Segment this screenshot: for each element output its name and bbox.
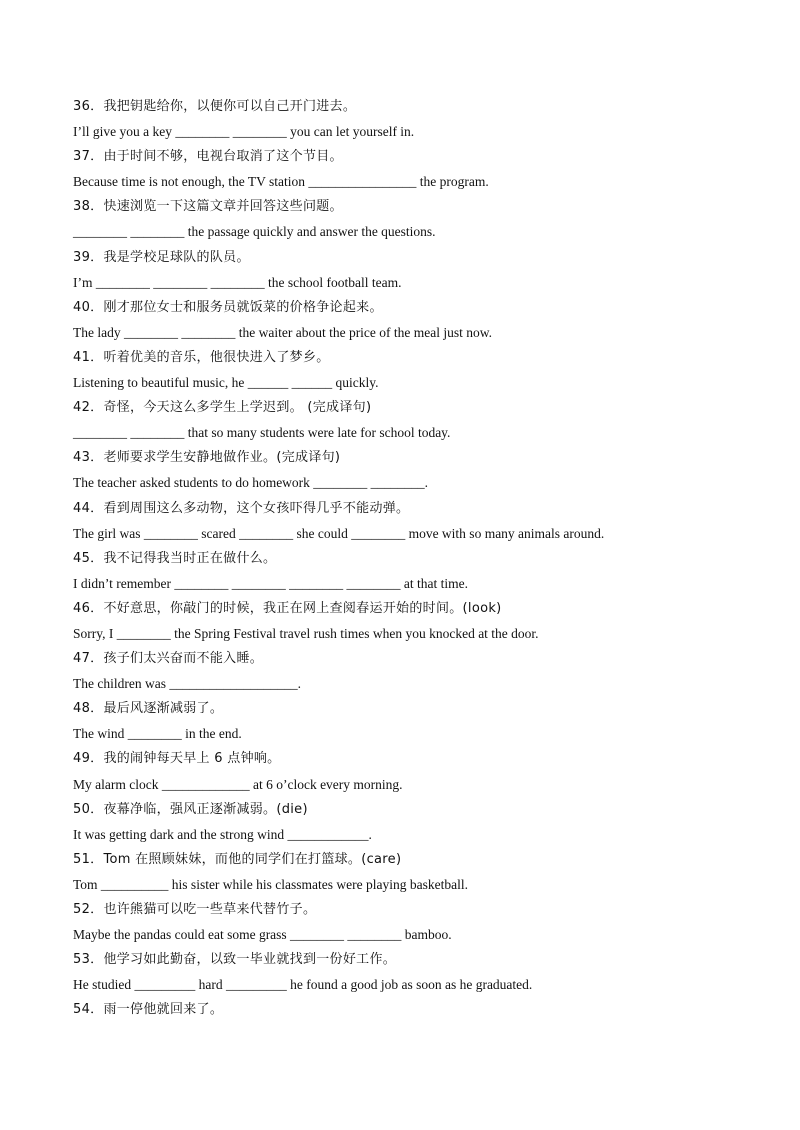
item-47-chinese: 47．孩子们太兴奋而不能入睡。: [73, 651, 264, 667]
item-51-chinese: 51．Tom 在照顾妹妹，而他的同学们在打篮球。(care): [73, 851, 402, 867]
item-42-chinese: 42．奇怪，今天这么多学生上学迟到。 (完成译句): [73, 400, 372, 416]
item-46-chinese: 46．不好意思，你敲门的时候，我正在网上查阅春运开始的时间。(look): [73, 600, 502, 616]
item-37-chinese: 37．由于时间不够，电视台取消了这个节目。: [73, 149, 343, 165]
item-41-chinese: 41．听着优美的音乐，他很快进入了梦乡。: [73, 349, 330, 365]
item-50-chinese: 50．夜幕净临，强风正逐渐减弱。(die): [73, 801, 308, 817]
item-46-english: Sorry, I ________ the Spring Festival travel rush times when you knocked at the door.: [73, 625, 539, 641]
item-49-chinese: 49．我的闹钟每天早上 6 点钟响。: [73, 751, 281, 767]
item-44-english: The girl was ________ scared ________ she could ________ move with so many animals around.: [73, 525, 605, 541]
item-42-english: ________ ________ that so many students were late for school today.: [73, 425, 451, 441]
item-51-english: Tom __________ his sister while his classmates were playing basketball.: [73, 876, 468, 892]
translation-exercise-list: [73, 94, 763, 1022]
item-53-english: He studied _________ hard _________ he found a good job as soon as he graduated.: [73, 977, 533, 993]
item-39-chinese: 39．我是学校足球队的队员。: [73, 249, 250, 265]
item-38-chinese: 38．快速浏览一下这篇文章并回答这些问题。: [73, 199, 343, 215]
item-43-english: The teacher asked students to do homework ________ ________.: [73, 475, 429, 491]
item-36-english: I’ll give you a key ________ ________ you can let yourself in.: [73, 124, 415, 140]
item-47-english: The children was ___________________.: [73, 676, 301, 692]
item-48-english: The wind ________ in the end.: [73, 726, 242, 742]
item-37-english: Because time is not enough, the TV station ________________ the program.: [73, 174, 489, 190]
item-54-chinese: 54．雨一停他就回来了。: [73, 1002, 224, 1018]
item-50-english: It was getting dark and the strong wind ____________.: [73, 826, 372, 842]
item-38-english: ________ ________ the passage quickly and answer the questions.: [73, 224, 436, 240]
item-45-english: I didn’t remember ________ ________ ________ ________ at that time.: [73, 575, 468, 591]
item-53-chinese: 53．他学习如此勤奋，以致一毕业就找到一份好工作。: [73, 952, 397, 968]
item-41-english: Listening to beautiful music, he ______ ______ quickly.: [73, 375, 379, 391]
item-36-chinese: 36．我把钥匙给你，以便你可以自己开门进去。: [73, 99, 357, 114]
item-45-chinese: 45．我不记得我当时正在做什么。: [73, 550, 277, 566]
item-40-english: The lady ________ ________ the waiter about the price of the meal just now.: [73, 324, 493, 340]
item-43-chinese: 43．老师要求学生安静地做作业。(完成译句): [73, 450, 341, 466]
item-52-english: Maybe the pandas could eat some grass ________ ________ bamboo.: [73, 927, 452, 943]
item-52-chinese: 52．也许熊猫可以吃一些草来代替竹子。: [73, 902, 317, 917]
item-49-english: My alarm clock _____________ at 6 o’clock every morning.: [73, 776, 403, 792]
item-39-english: I’m ________ ________ ________ the school football team.: [73, 274, 402, 290]
item-44-chinese: 44．看到周围这么多动物，这个女孩吓得几乎不能动弹。: [73, 500, 410, 516]
item-48-chinese: 48．最后风逐渐减弱了。: [73, 701, 224, 717]
item-40-chinese: 40．刚才那位女士和服务员就饭菜的价格争论起来。: [73, 299, 383, 315]
